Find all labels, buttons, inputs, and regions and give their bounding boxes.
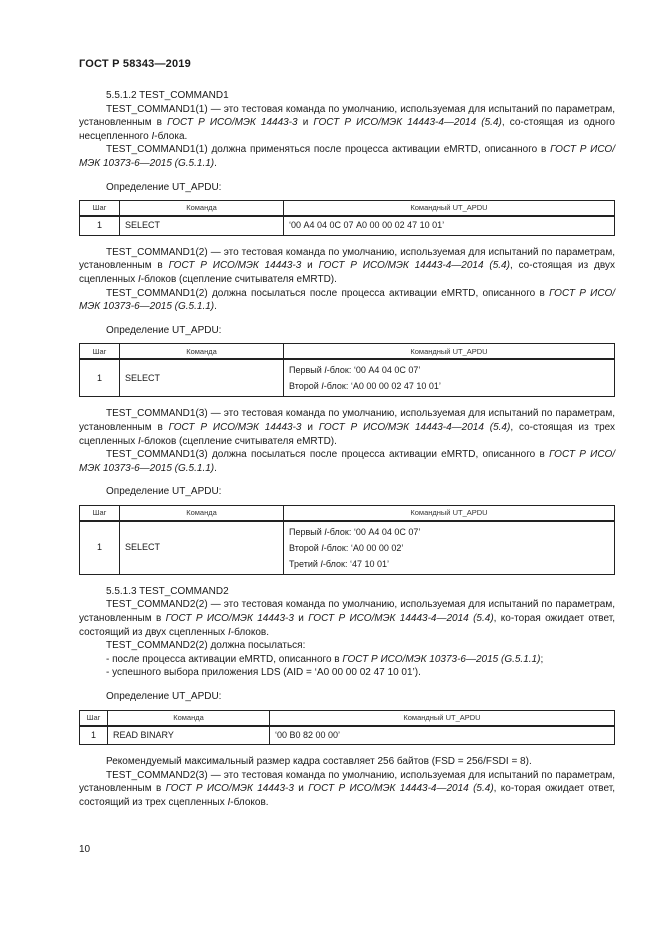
cell-command: READ BINARY [108,726,270,745]
column-header-step: Шаг [80,201,120,217]
column-header-step: Шаг [80,344,120,360]
paragraph: TEST_COMMAND1(2) — это тестовая команда по умолчанию, используемая для испытаний по параметрам, установленным в ГОСТ Р ИСО/МЭК 14443-3 и ГОСТ Р ИСО/МЭК 14443-4—2014 (5.4), со-стоящая из двух сцепленных I-блоков (сцепление считывателя eMRTD). [79,246,615,285]
apdu-table-1 [79,200,615,236]
column-header-step: Шаг [80,505,120,521]
cell-apdu: ‘00 А4 04 0С 07 А0 00 00 02 47 10 01’ [284,216,615,235]
cell-step: 1 [80,359,120,397]
column-header-step: Шаг [80,710,108,726]
cell-command: SELECT [120,521,284,575]
table-row [80,359,615,397]
paragraph: TEST_COMMAND1(3) должна посылаться после процесса активации eMRTD, описанного в ГОСТ Р ИСО/МЭК 10373-6—2015 (G.5.1.1). [79,449,615,474]
apdu-table-4 [79,710,615,746]
list-item: - успешного выбора приложения LDS (AID = ‘А0 00 00 02 47 10 01’). [106,667,421,679]
cell-step: 1 [80,726,108,745]
apdu-line: Второй I-блок: ‘А0 00 00 02’ [289,542,404,553]
apdu-table-2 [79,343,615,397]
column-header-command: Команда [108,710,270,726]
page-number: 10 [79,844,91,855]
list-item: - после процесса активации eMRTD, описанного в ГОСТ Р ИСО/МЭК 10373-6—2015 (G.5.1.1); [106,653,544,665]
document-header: ГОСТ Р 58343—2019 [79,58,191,70]
cell-step: 1 [80,216,120,235]
cell-apdu: ‘00 В0 82 00 00’ [270,726,615,745]
section-heading-5-5-1-3: 5.5.1.3 TEST_COMMAND2 [106,585,229,597]
column-header-apdu: Командный UT_APDU [270,710,615,726]
cell-apdu [284,521,615,575]
paragraph: TEST_COMMAND2(2) — это тестовая команда по умолчанию, используемая для испытаний по параметрам, установленным в ГОСТ Р ИСО/МЭК 14443-3 и ГОСТ Р ИСО/МЭК 14443-4—2014 (5.4), ко-торая ожидает ответ, состоящий из двух сцепленных I-блоков. [79,599,615,638]
table-row [80,216,615,235]
column-header-apdu: Командный UT_APDU [284,201,615,217]
apdu-line: Третий I-блок: ‘47 10 01’ [289,558,389,569]
table-row [80,521,615,575]
paragraph: TEST_COMMAND2(3) — это тестовая команда по умолчанию, используемая для испытаний по параметрам, установленным в ГОСТ Р ИСО/МЭК 14443-3 и ГОСТ Р ИСО/МЭК 14443-4—2014 (5.4), ко-торая ожидает ответ, состоящий из трех сцепленных I-блоков. [79,769,615,808]
paragraph: TEST_COMMAND1(3) — это тестовая команда по умолчанию, используемая для испытаний по параметрам, установленным в ГОСТ Р ИСО/МЭК 14443-3 и ГОСТ Р ИСО/МЭК 14443-4—2014 (5.4), со-стоящая из трех сцепленных I-блоков (сцепление считывателя eMRTD). [79,408,616,447]
column-header-command: Команда [120,201,284,217]
column-header-apdu: Командный UT_APDU [284,505,615,521]
paragraph: Рекомендуемый максимальный размер кадра составляет 256 байтов (FSD = 256/FSDI = 8). [106,756,532,768]
definition-label: Определение UT_APDU: [106,181,222,193]
apdu-line: Первый I-блок: ‘00 А4 04 0С 07’ [289,526,421,537]
paragraph: TEST_COMMAND1(1) должна применяться после процесса активации eMRTD, описанного в ГОСТ Р ИСО/МЭК 10373-6—2015 (G.5.1.1). [79,144,615,169]
column-header-command: Команда [120,344,284,360]
apdu-line: Второй I-блок: ‘А0 00 00 02 47 10 01’ [289,381,441,392]
definition-label: Определение UT_APDU: [106,486,222,498]
column-header-command: Команда [120,505,284,521]
table-row [80,726,615,745]
definition-label: Определение UT_APDU: [106,691,222,703]
section-heading-5-5-1-2: 5.5.1.2 TEST_COMMAND1 [106,90,229,101]
cell-command: SELECT [120,216,284,235]
column-header-apdu: Командный UT_APDU [284,344,615,360]
paragraph: TEST_COMMAND1(1) — это тестовая команда по умолчанию, используемая для испытаний по параметрам, установленным в ГОСТ Р ИСО/МЭК 14443-3 и ГОСТ Р ИСО/МЭК 14443-4—2014 (5.4), со-стоящая из одного несцепленного I-блока. [79,103,615,142]
definition-label: Определение UT_APDU: [106,324,222,336]
cell-step: 1 [80,521,120,575]
paragraph: TEST_COMMAND1(2) должна посылаться после процесса активации eMRTD, описанного в ГОСТ Р ИСО/МЭК 10373-6—2015 (G.5.1.1). [79,287,615,313]
apdu-table-3 [79,505,615,575]
apdu-line: Первый I-блок: ‘00 А4 04 0С 07’ [289,365,421,376]
page-content [79,89,615,810]
cell-command: SELECT [120,359,284,397]
cell-apdu [284,359,615,397]
paragraph: TEST_COMMAND2(2) должна посылаться: [106,640,306,652]
